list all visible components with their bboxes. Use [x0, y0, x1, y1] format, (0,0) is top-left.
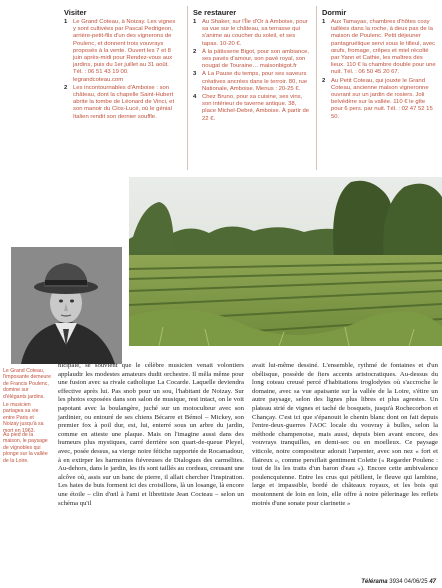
visiter-column: [64, 8, 179, 122]
restaurer-title: Se restaurer: [193, 8, 237, 17]
item-text: Au Shaker, sur l'Île d'Or à Amboise, pour sa vue sur le château, sa terrasse qui s'anime au coucher du soleil, et ses tapas. 10-20 €.: [202, 19, 308, 47]
item-text: Les incontournables d'Amboise : son château, dont la chapelle Saint-Hubert abrite la tombe de Léonard de Vinci, et son manoir du Clos-Lucé, où le génial Italien rendit son dernier souffle.: [73, 84, 175, 120]
vineyard-photo: [129, 177, 442, 346]
portrait-illustration: [11, 247, 122, 364]
item-number: 4: [193, 94, 197, 101]
list-item: [64, 19, 179, 84]
magazine-name: Télérama: [361, 579, 388, 585]
list-item: [193, 71, 310, 93]
item-number: 2: [193, 48, 197, 55]
vineyard-illustration: [129, 177, 442, 346]
visiter-title: Visiter: [64, 8, 87, 17]
list-item: [322, 19, 438, 77]
caption-left: Le Grand Coteau, l'imposante demeure de Francis Poulenc, domine sur d'élégants jardins.: [3, 368, 51, 400]
item-text: Aux Tamayas, chambres d'hôtes cosy taillées dans la roche, à deux pas de la maison de Poulenc. Petit déjeuner pantagruélique servi sous le tilleul, avec œufs, fromage, crêpes et miel récolté par Yann et Cathie, les maîtres des lieux. 110 € la chambre double pour une nuit. Tél. : 06 50 45 20 67.: [331, 19, 436, 76]
dormir-title: Dormir: [322, 8, 347, 17]
item-number: 1: [193, 19, 197, 25]
list-item: [193, 19, 310, 48]
page-number: 47: [429, 579, 436, 585]
issue-number: 3934: [389, 579, 403, 585]
item-number: 1: [322, 19, 326, 25]
list-item: [193, 94, 310, 123]
dormir-column: [322, 8, 438, 122]
item-number: 3: [193, 71, 197, 78]
article-paragraph: nicipale, se souvient que le célèbre musicien venait volontiers applaudir les modestes amateurs dudit orchestre. Il mêla même pour une fusion avec sa rivale catholique La Cocarde. Laquelle deviendra effective après lui. Pas snob pour un sou, l'habitant de Noizay. Sur les photos exposées dans son salon de musique, rest intact, on le voit papotant avec la boulangère, juché sur un motoculteur avec son jardinier, ou entouré de ses chiens Bécarre et Bémol – Mickey, son premier fox à poil dur, est, lui, enterré sous un arbre du jardin, comme en atteste une plaque. Mais on l'imagine aussi dans des humeurs plus mystiques, carré derrière son quart-de-queue Pleyel, avec, posée dessus, sa vierge noire fétiche rapportée de Rocamadour, à en extirper les harmonies fiévreuses de Dialogues des carmélites. Au-dehors, dans le jardin, les ifs sont taillés au cordeau, creusant une alcôve où, assis sur un banc de pierre, il allait chercher l'inspiration. Les haies de buis forment ici des croisillons, là un losange, là encore une étoile – clin d'œil à l'ami et librettiste Jean Cocteau – selon un schéma qu'il: [58, 362, 244, 507]
list-item: [64, 85, 179, 121]
item-text: Au Petit Coteau, qui jouxte le Grand Coteau, ancienne maison vigneronne ouvrant sur un jardin de rosiers. Joli belvédère sur la vallée. 110 € le gîte pour 6 pers. par nuit. Tél. : 02 47 52 15 50.: [331, 77, 433, 120]
item-number: 1: [64, 19, 68, 25]
article-column-1: [58, 362, 244, 508]
column-divider: [187, 6, 188, 170]
item-text: Chez Bruno, pour sa cuisine, ses vins, son intérieur de taverne antique. 38, place Michel-Debré, Amboise. À partir de 22 €.: [202, 94, 310, 122]
article-paragraph: avait lui-même dessiné. L'ensemble, rythmé de fontaines et d'un obélisque, possède de fiers accents aristocratiques. Au-dessus du long coteau creusé percé d'habitations troglodytes où s'accroche le domaine, avec sa vue apaisante sur la vallée de la Loire, s'étire un autre paysage, selon des lignes plus libres et plus agrestes. Un plateau strié de vignes et taché de bosquets, jusqu'à Rochecorbon et Chançay. C'est ici que s'épanouit le chenin blanc dont on fait depuis l'entre-deux-guerres l'AOC locale du vouvray à bulles, selon la méthode champenoise, mais aussi, depuis bien avant encore, des vouvrays tranquilles, en demi-sec ou en moelleux. Ce paysage viticole, notre compositeur adorait l'arpenter, avec son nez « fort et flaireux », comme persiflait gentiment Colette (« Regarder Poulenc : tout de lis les traits d'un baron d'eau »). Encore cette ambivalence poulencquienne. Entre les crus qui pétillent, le fleuve qui lambine, large et impassible, bordé de châteaux royaux, et les bois qui moutonnent de loin en loin, elle offre à notre pèlerinage les reflets moirés d'une sonate pour clarinette »: [252, 362, 438, 507]
caption-bottom: Au pied de la maison, le paysage de vignobles qui plonge sur la vallée de la Loire.: [3, 432, 48, 464]
list-item: [322, 78, 438, 121]
item-number: 2: [322, 77, 326, 84]
portrait-photo: [11, 247, 122, 364]
article-column-2: [252, 362, 438, 508]
item-text: Le Grand Coteau, à Noizay. Les vignes y sont cultivées par Pascal Pedrigeon, arrière-petit-fils d'un des vignerons de Poulenc, et donnent trois vouvrays proposés à la vente. Ouvert les 7 et 8 juin après-midi pour Rendez-vous aux jardins, puis du 1er juillet au 31 août. Tél. : 06 51 43 19 00. legrandcoteau.com: [73, 19, 176, 83]
item-number: 2: [64, 84, 68, 91]
list-item: [193, 49, 310, 71]
issue-date: 04/06/25: [404, 579, 428, 585]
restaurer-column: [193, 8, 310, 124]
column-divider: [316, 6, 317, 170]
item-text: À La Pause du temps, pour ses saveurs créatives ancrées dans le terroir. 80, rue Nationale, Amboise. Menus : 20-25 €.: [202, 71, 308, 92]
page-footer: [361, 579, 436, 585]
item-text: À la pâtisserie Bigot, pour son ambiance, ses pavés d'amour, son pavé royal, son nougat de Touraine… maisonbigot.fr: [202, 48, 310, 70]
caption-lower: Le musicien partagea sa vie entre Paris et Noizay jusqu'à sa mort en 1963.: [3, 402, 44, 434]
